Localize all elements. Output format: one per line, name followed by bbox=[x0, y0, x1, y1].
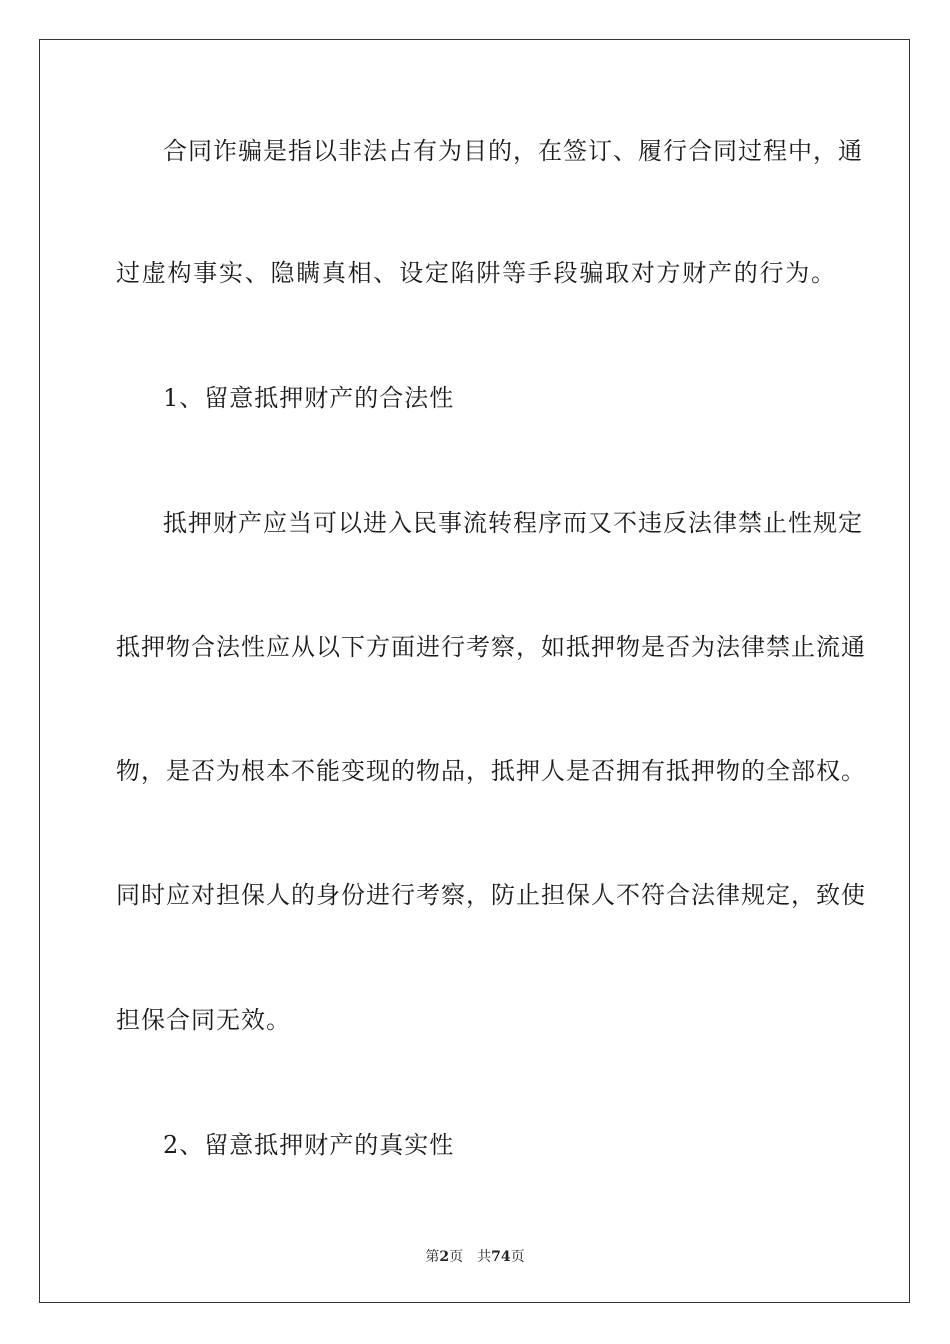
section-heading-2: 2、留意抵押财产的真实性 bbox=[163, 1131, 455, 1159]
footer-page-prefix: 第 bbox=[425, 1249, 440, 1265]
footer-total-pages: 74 bbox=[491, 1249, 511, 1265]
paragraph-line-3: 抵押财产应当可以进入民事流转程序而又不违反法律禁止性规定 bbox=[163, 509, 863, 537]
footer-total-suffix: 页 bbox=[510, 1249, 525, 1265]
paragraph-line-1: 合同诈骗是指以非法占有为目的，在签订、履行合同过程中，通 bbox=[163, 137, 863, 165]
section-heading-1: 1、留意抵押财产的合法性 bbox=[163, 384, 455, 412]
paragraph-line-2: 过虚构事实、隐瞒真相、设定陷阱等手段骗取对方财产的行为。 bbox=[116, 259, 836, 287]
page-border bbox=[39, 39, 910, 1303]
footer-page-suffix: 页 bbox=[449, 1249, 464, 1265]
paragraph-line-5: 物，是否为根本不能变现的物品，抵押人是否拥有抵押物的全部权。 bbox=[116, 757, 866, 785]
footer-page-number: 2 bbox=[439, 1249, 450, 1265]
paragraph-line-6: 同时应对担保人的身份进行考察，防止担保人不符合法律规定，致使 bbox=[116, 881, 866, 909]
paragraph-line-7: 担保合同无效。 bbox=[116, 1006, 291, 1034]
page-footer bbox=[0, 1248, 950, 1266]
paragraph-line-4: 抵押物合法性应从以下方面进行考察，如抵押物是否为法律禁止流通 bbox=[116, 633, 866, 661]
footer-total-prefix: 共 bbox=[477, 1249, 492, 1265]
